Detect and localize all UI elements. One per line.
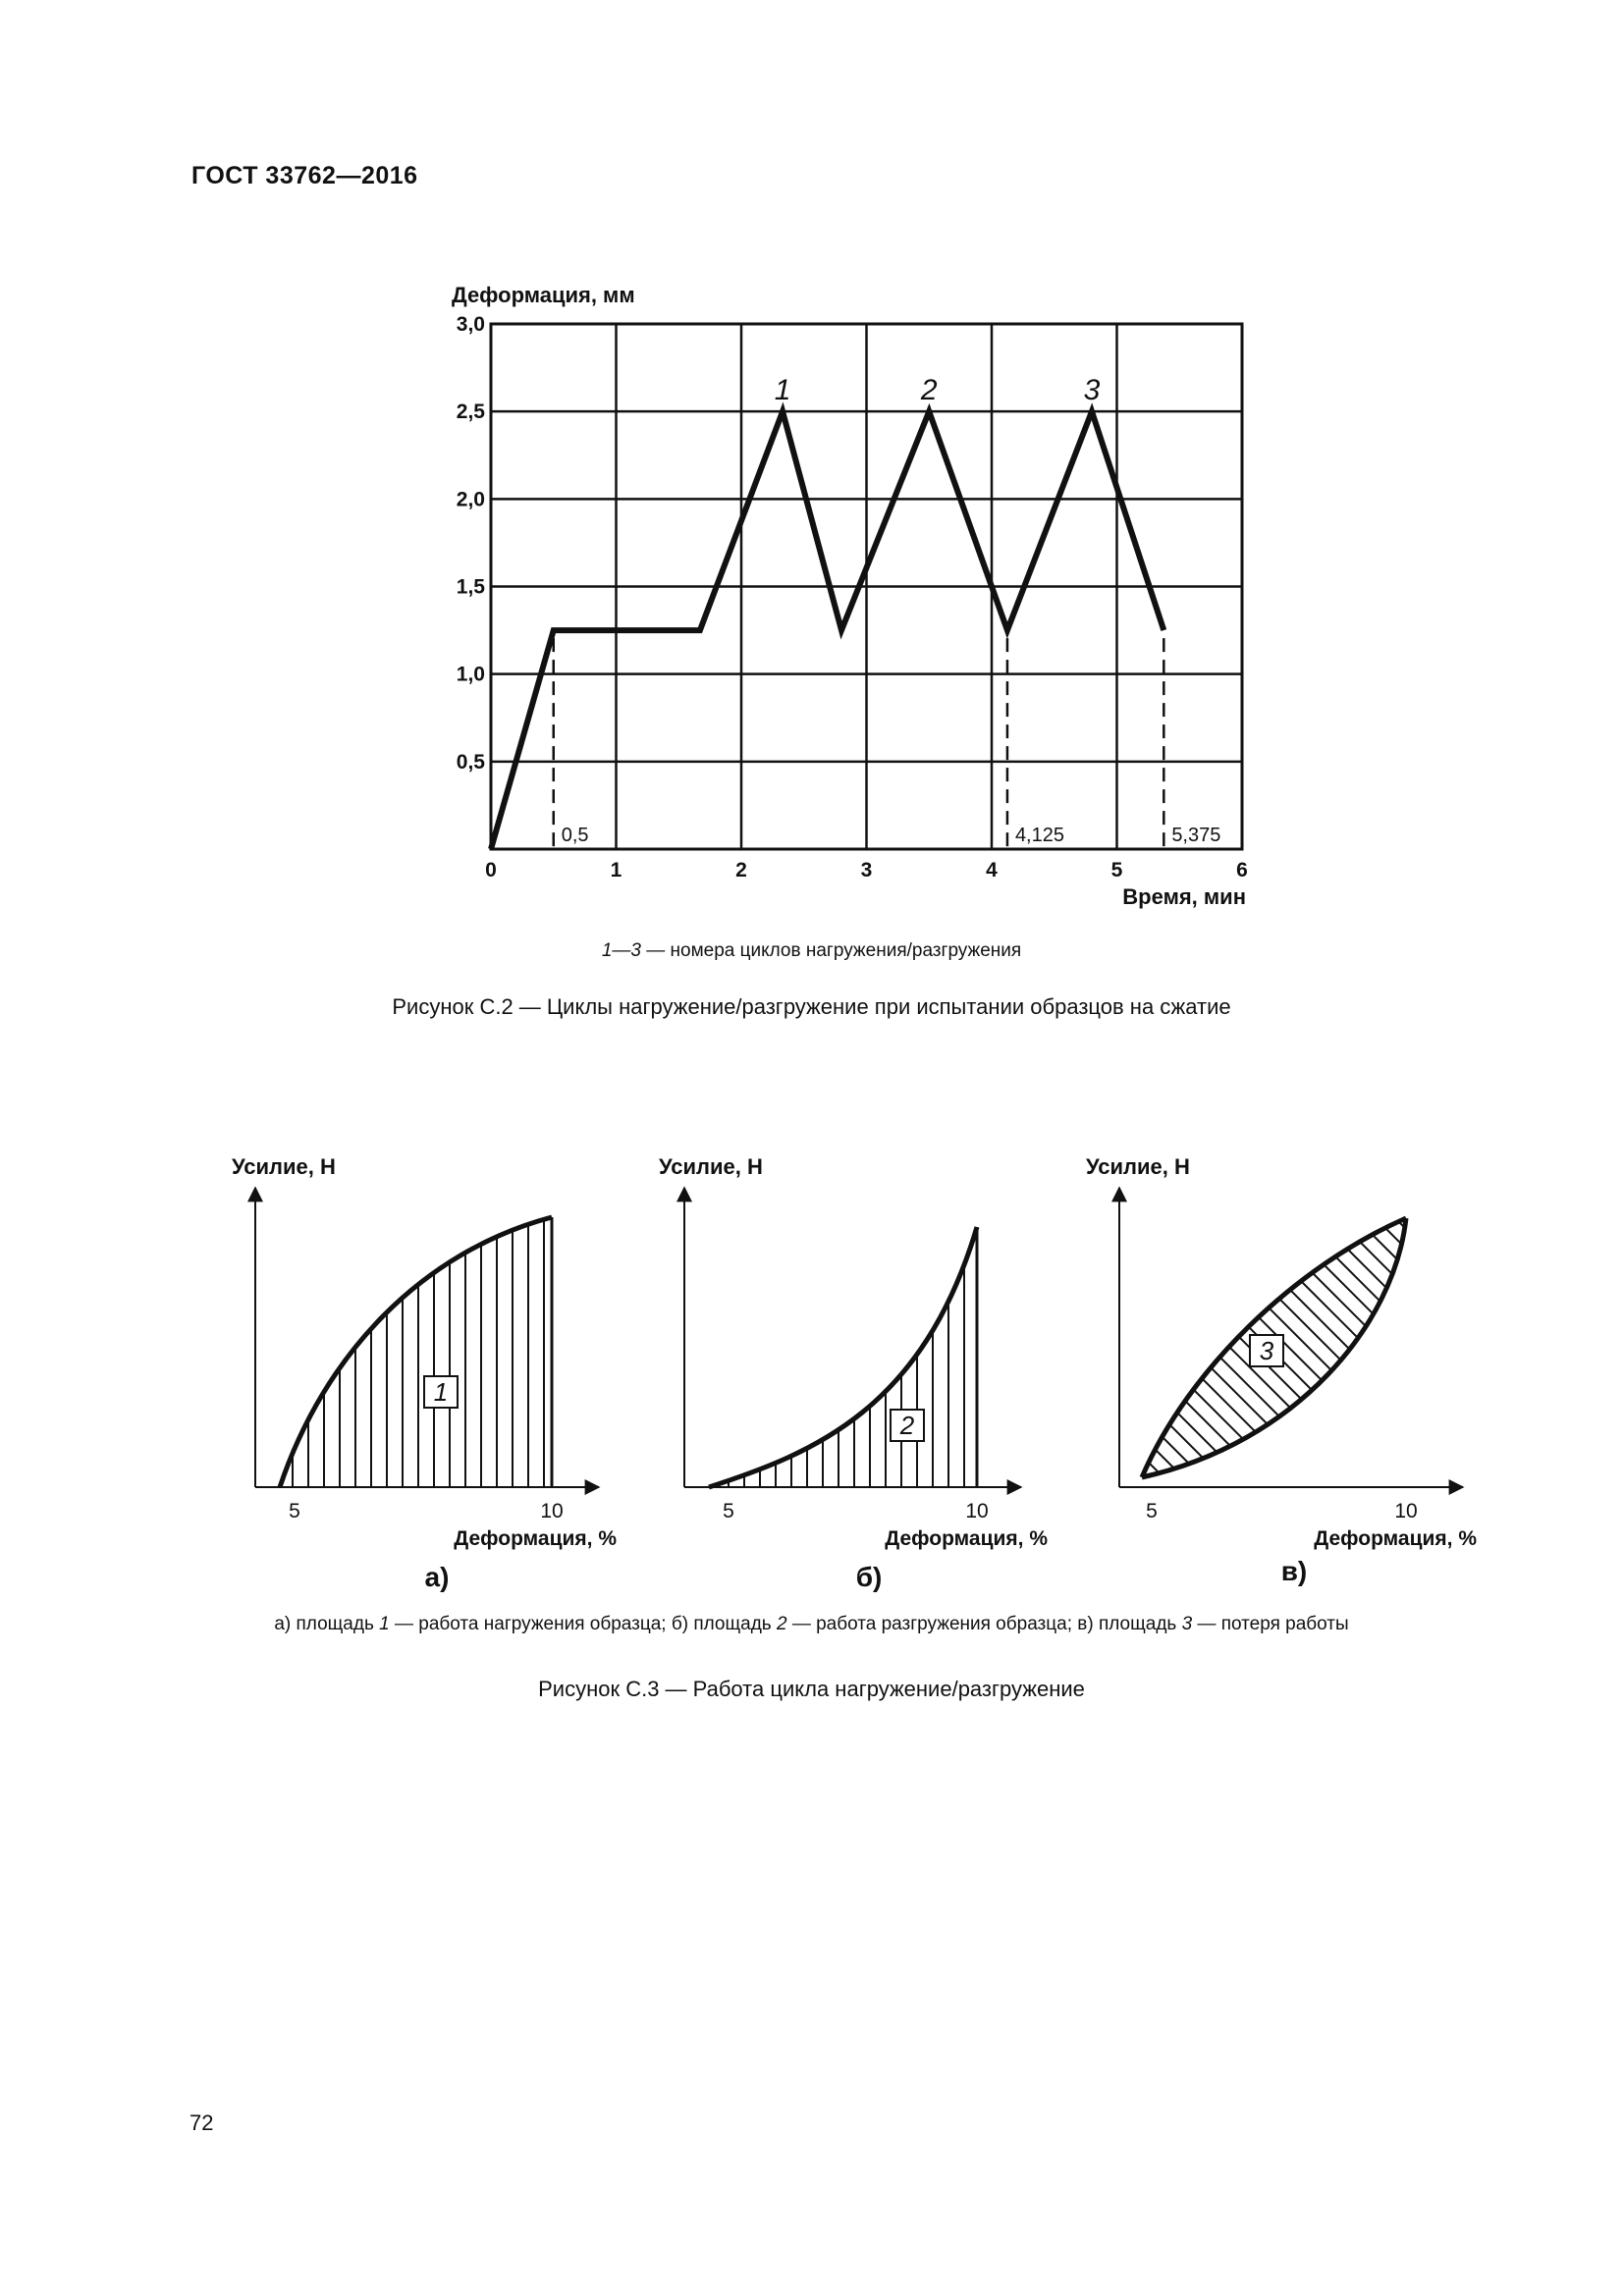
c2-y-tick-label: 0,5 (456, 750, 485, 774)
c2-cycle-number: 2 (920, 374, 938, 407)
panel-b-ylabel: Усилие, Н (659, 1154, 763, 1179)
c2-grid (491, 324, 1242, 849)
panel-c-ylabel: Усилие, Н (1086, 1154, 1190, 1179)
panel-c-area-label: 3 (1259, 1336, 1274, 1365)
legend-c-text: — потеря работы (1192, 1614, 1349, 1634)
legend-text: — номера циклов нагружения/разгружения (640, 940, 1022, 961)
c2-cycle-annotations (775, 374, 1101, 406)
c2-x-tick-label: 3 (860, 859, 873, 881)
hatch-line (1031, 1188, 1345, 1502)
hatch-line (933, 1188, 1247, 1502)
hatch-line (952, 1188, 1267, 1502)
c2-marker-lines (554, 638, 1221, 849)
c2-x-tick-label: 4 (986, 859, 998, 881)
hatch-line (1129, 1188, 1443, 1502)
panel-b-tick-5: 5 (723, 1500, 734, 1522)
panel-a-label: а) (424, 1562, 450, 1592)
panel-c-hatch (815, 1188, 1623, 1502)
c2-y-axis-label: Деформация, мм (452, 283, 635, 307)
c2-cycle-number: 3 (1083, 374, 1101, 407)
c2-y-tick-label: 2,5 (456, 400, 485, 424)
panel-c-tick-5: 5 (1146, 1500, 1158, 1522)
legend-range: 1—3 (601, 940, 641, 961)
panel-b-label: б) (855, 1562, 883, 1592)
page-number: 72 (189, 2110, 214, 2135)
c2-cycle-number: 1 (774, 374, 791, 407)
panel-b-xlabel: Деформация, % (885, 1527, 1048, 1550)
hatch-line (1463, 1188, 1623, 1502)
c2-y-tick-label: 1,5 (456, 575, 485, 599)
legend-c-num: 3 (1181, 1614, 1193, 1634)
hatch-line (1483, 1188, 1623, 1502)
panel-b-area-label: 2 (899, 1411, 915, 1440)
c2-marker-label: 5,375 (1171, 825, 1221, 846)
panel-b-tick-10: 10 (965, 1500, 989, 1522)
c2-marker-label: 0,5 (561, 825, 589, 846)
c2-y-tick-label: 3,0 (456, 313, 485, 336)
panel-c-tick-10: 10 (1394, 1500, 1418, 1522)
hatch-line (1345, 1188, 1623, 1502)
panel-a-area-label: 1 (433, 1377, 449, 1407)
hatch-line (1070, 1188, 1384, 1502)
legend-a-label: а) площадь (274, 1614, 380, 1634)
panel-c (815, 1154, 1623, 1586)
hatch-line (1443, 1188, 1623, 1502)
c2-x-tick-label: 2 (735, 859, 747, 881)
hatch-line (972, 1188, 1286, 1502)
c2-y-tick-label: 1,0 (456, 663, 485, 686)
figure-c3-legend (0, 1614, 1623, 1635)
hatch-line (893, 1188, 1208, 1502)
figure-c2-legend (0, 940, 1623, 962)
c2-series-line (491, 411, 1163, 849)
hatch-line (1090, 1188, 1404, 1502)
panel-a-xlabel: Деформация, % (454, 1527, 617, 1550)
hatch-line (913, 1188, 1227, 1502)
panel-c-xlabel: Деформация, % (1314, 1527, 1477, 1550)
hatch-line (1267, 1188, 1581, 1502)
hatch-line (835, 1188, 1149, 1502)
figure-c3-panels (0, 1129, 1623, 1600)
hatch-line (1149, 1188, 1463, 1502)
panel-a (232, 1154, 617, 1592)
c2-x-tick-label: 5 (1110, 859, 1123, 881)
hatch-line (1188, 1188, 1502, 1502)
panel-a-tick-10: 10 (540, 1500, 564, 1522)
c2-marker-label: 4,125 (1014, 825, 1064, 846)
figure-c3-caption: Рисунок С.3 — Работа цикла нагружение/разгружение (538, 1677, 1085, 1701)
hatch-line (1404, 1188, 1623, 1502)
panel-a-curve (280, 1217, 552, 1487)
legend-b-text: — работа разгружения образца; в) площадь (786, 1614, 1182, 1634)
legend-a-num: 1 (379, 1614, 390, 1634)
document-header: ГОСТ 33762—2016 (191, 162, 418, 189)
c2-y-tick-label: 2,0 (456, 488, 485, 511)
hatch-line (1424, 1188, 1623, 1502)
panel-a-ylabel: Усилие, Н (232, 1154, 336, 1179)
panel-b (659, 1154, 1048, 1592)
c2-x-tick-label: 0 (485, 859, 497, 881)
legend-b-num: 2 (776, 1614, 787, 1634)
hatch-line (1384, 1188, 1623, 1502)
panel-c-label: в) (1280, 1556, 1308, 1586)
hatch-line (1286, 1188, 1600, 1502)
panel-b-curve (709, 1227, 977, 1487)
c2-axis-text (452, 283, 1248, 909)
panel-a-tick-5: 5 (289, 1500, 300, 1522)
c2-x-tick-label: 1 (610, 859, 622, 881)
figure-c2-caption: Рисунок С.2 — Циклы нагружение/разгружение при испытании образцов на сжатие (392, 994, 1231, 1019)
legend-a-text: — работа нагружения образца; б) площадь (389, 1614, 777, 1634)
c2-x-axis-label: Время, мин (1122, 884, 1246, 909)
figure-c2-chart (0, 0, 1623, 923)
c2-x-tick-label: 6 (1236, 859, 1248, 881)
